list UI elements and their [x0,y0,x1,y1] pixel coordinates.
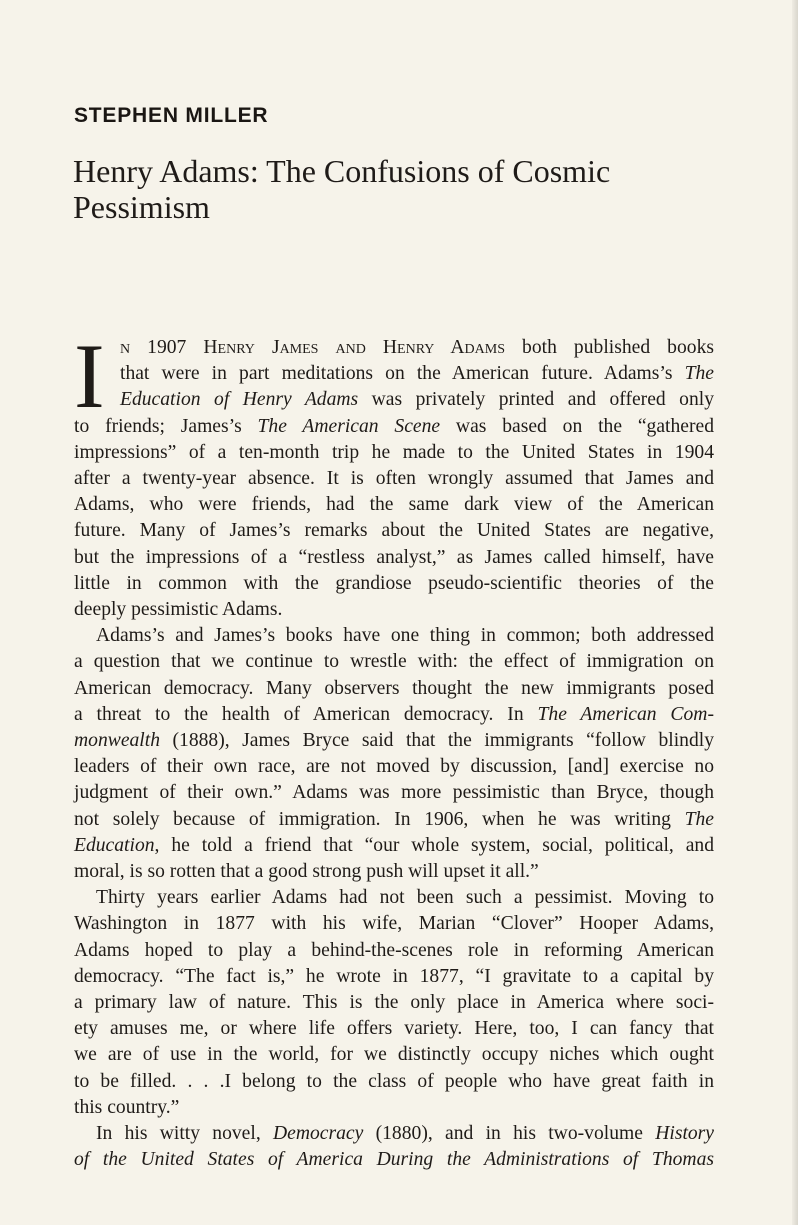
text-run: (1888), James Bryce said that the immigrants “follow blindly [160,730,714,752]
text-run: was privately printed and offered only [358,389,714,411]
italic-run: The American Scene [257,415,441,437]
text-line [74,807,714,833]
text-run: , he told a friend that “our whole system, social, political, and [154,834,714,856]
text-run: (1880), and in his two-volume [363,1123,656,1145]
italic-run: The American Com- [537,703,714,725]
text-line: a primary law of nature. This is the only place in America where soci- [74,992,714,1014]
text-line: to be filled. . . .I belong to the class of people who have great faith in [74,1070,714,1092]
text-line [74,361,714,387]
italic-run: Democracy [273,1123,364,1145]
paragraph-1 [74,325,714,623]
text-line: Adams’s and James’s books have one thing in common; both addressed [96,625,714,647]
text-line: Thirty years earlier Adams had not been such a pessimist. Moving to [96,887,714,909]
text-line [74,387,714,413]
page-edge [792,0,798,1225]
italic-run: The [684,808,714,830]
text-line: Washington in 1877 with his wife, Marian “Clover” Hooper Adams, [74,913,714,935]
text-run: not solely because of immigration. In 1906, when he was writing [74,808,685,830]
paragraph-2 [74,623,714,885]
italic-run: The [684,363,714,385]
text-line [74,702,714,728]
text-run: a threat to the health of American democracy. In [74,703,538,725]
text-line: ety amuses me, or where life offers variety. Here, too, I can fancy that [74,1018,714,1040]
text-line [74,414,714,440]
text-line: future. Many of James’s remarks about the United States are negative, [74,520,714,542]
italic-run: History [655,1123,714,1145]
text-line [74,1121,714,1147]
italic-run: of the United States of America During the Administrations of Thomas [74,1149,714,1171]
italic-run: Education [74,834,155,856]
italic-run: monwealth [74,730,160,752]
text-line: after a twenty-year absence. It is often wrongly assumed that James and [74,468,714,490]
article-body [74,325,714,1174]
article-title: Henry Adams: The Confusions of Cosmic Pessimism [73,153,611,225]
text-line: deeply pessimistic Adams. [74,599,283,621]
text-line [74,1147,714,1173]
text-line: American democracy. Many observers thought the new immigrants posed [74,677,714,699]
text-run: that were in part meditations on the American future. Adams’s [120,363,685,385]
text-line: judgment of their own.” Adams was more pessimistic than Bryce, though [74,782,714,804]
text-line: little in common with the grandiose pseudo-scientific theories of the [74,572,714,594]
text-line: Adams, who were friends, had the same dark view of the American [74,494,714,516]
paragraph-4 [74,1121,714,1173]
drop-cap: I [74,325,105,427]
text-line: Adams hoped to play a behind-the-scenes role in reforming American [74,939,714,961]
text-run: both published books [504,337,714,358]
text-line: moral, is so rotten that a good strong push will upset it all.” [74,861,539,883]
text-run: was based on the “gathered [440,415,714,437]
italic-run: Education of Henry Adams [120,389,359,411]
text-line: impressions” of a ten-month trip he made to the United States in 1904 [74,441,714,463]
text-line [74,335,714,361]
text-line [74,833,714,859]
text-line: leaders of their own race, are not moved by discussion, [and] exercise no [74,756,714,778]
author-name: STEPHEN MILLER [74,104,269,127]
text-line: this country.” [74,1096,180,1118]
text-line [74,728,714,754]
paragraph-3 [74,885,714,1121]
text-run: In his witty novel, [96,1123,274,1145]
text-run: to friends; James’s [74,415,258,437]
text-line: but the impressions of a “restless analyst,” as James called himself, have [74,546,714,568]
text-line: we are of use in the world, for we distinctly occupy niches which ought [74,1044,714,1066]
small-caps-lead: n 1907 Henry James and Henry Adams [120,337,505,358]
text-line: a question that we continue to wrestle with: the effect of immigration on [74,651,714,673]
text-line: democracy. “The fact is,” he wrote in 1877, “I gravitate to a capital by [74,965,714,987]
